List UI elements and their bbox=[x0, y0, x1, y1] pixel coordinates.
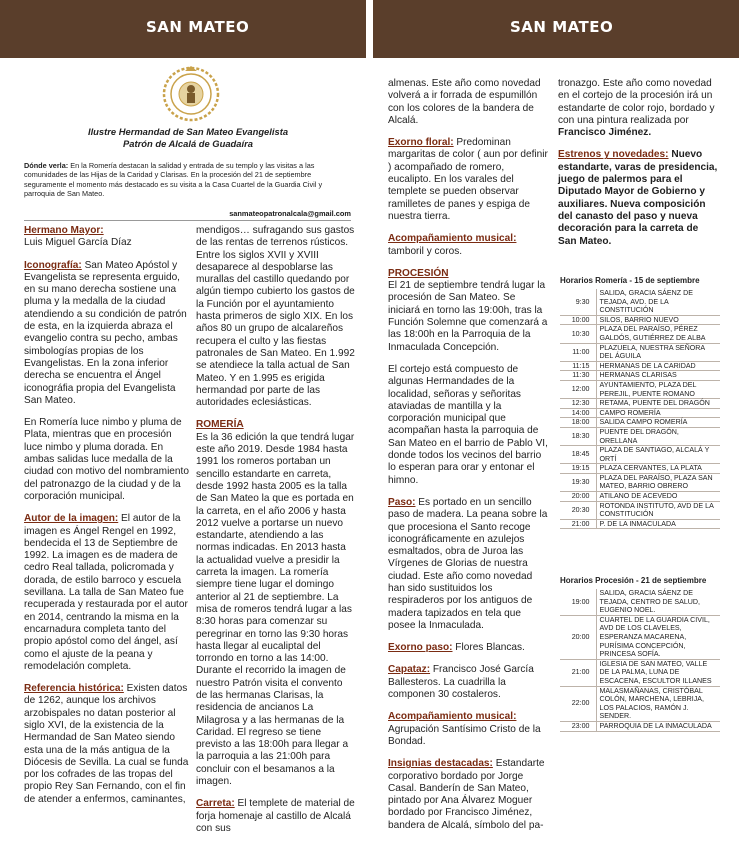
schedule-place: PARROQUIA DE LA INMACULADA bbox=[596, 721, 720, 731]
schedule-row bbox=[560, 519, 720, 529]
schedule-time: 21:00 bbox=[560, 659, 596, 686]
exorno-floral-text: Predominan margaritas de color ( aun por definir ) acompañado de romero, eucalipto. En los varales del templete se pueden observar ramilletes de panes y espiga de nuestra tierra. bbox=[388, 137, 548, 222]
acompanamiento-label: Acompañamiento musical: bbox=[388, 233, 517, 245]
schedule-place: AYUNTAMIENTO, PLAZA DEL PEREJIL, PUENTE ROMANO bbox=[596, 380, 720, 398]
schedule-time: 18:45 bbox=[560, 446, 596, 464]
schedule-time: 20:00 bbox=[560, 615, 596, 659]
header-title-left: SAN MATEO bbox=[146, 18, 250, 36]
brotherhood-title bbox=[24, 126, 352, 150]
schedule-row bbox=[560, 371, 720, 381]
schedule-place: PUENTE DEL DRAGÓN, ORELLANA bbox=[596, 427, 720, 445]
schedule-row bbox=[560, 361, 720, 371]
schedule-place: SILOS, BARRIO NUEVO bbox=[596, 315, 720, 325]
schedule-time: 14:00 bbox=[560, 408, 596, 418]
acompanamiento-procesion-label: Acompañamiento musical: bbox=[388, 711, 517, 723]
schedule-time: 11:30 bbox=[560, 371, 596, 381]
brotherhood-line1: Ilustre Hermandad de San Mateo Evangelista bbox=[87, 126, 289, 137]
schedule-time: 19:30 bbox=[560, 473, 596, 491]
schedule-place: PLAZA CERVANTES, LA PLATA bbox=[596, 464, 720, 474]
schedule-place: ROTONDA INSTITUTO, AVD DE LA CONSTITUCIÓN bbox=[596, 501, 720, 519]
procesion-schedule-table bbox=[560, 589, 720, 732]
schedule-place: PLAZA DEL PARAÍSO, PLAZA SAN MATEO, BARRIO OBRERO bbox=[596, 473, 720, 491]
exorno-paso-text: Flores Blancas. bbox=[452, 642, 525, 654]
schedule-place: CAMPO ROMERÍA bbox=[596, 408, 720, 418]
column-3 bbox=[388, 78, 548, 842]
insignias-label: Insignias destacadas: bbox=[388, 758, 493, 770]
schedule-place: HERMANAS CLARISAS bbox=[596, 371, 720, 381]
schedule-time: 22:00 bbox=[560, 686, 596, 721]
acompanamiento-procesion-text: Agrupación Santísimo Cristo de la Bondad. bbox=[388, 723, 541, 747]
schedule-time: 9:30 bbox=[560, 289, 596, 315]
schedule-place: ATILANO DE ACEVEDO bbox=[596, 492, 720, 502]
schedule-time: 12:00 bbox=[560, 380, 596, 398]
email-link[interactable]: sanmateopatronalcala@gmail.com bbox=[24, 209, 351, 221]
procesion-heading: PROCESIÓN bbox=[388, 267, 449, 279]
schedule-place: SALIDA, GRACIA SÁENZ DE TEJADA, AVD. DE LA CONSTITUCIÓN bbox=[596, 289, 720, 315]
schedule-row bbox=[560, 380, 720, 398]
schedule-place: RETAMA, PUENTE DEL DRAGÓN bbox=[596, 399, 720, 409]
procesion-text-1: El 21 de septiembre tendrá lugar la procesión de San Mateo. Se iniciará en torno las 19:00h, tras la Función Solemne que comenzará a las 18:00h en la Parroquia de la Inmaculada Concepción. bbox=[388, 280, 548, 353]
header-title-right: SAN MATEO bbox=[510, 18, 614, 36]
romeria-text: Es la 36 edición la que tendrá lugar este año 2019. Desde 1984 hasta 1991 los romeros portaban un sencillo estandarte en carreta, desde 1992 hasta 2005 es la talla de San Mateo la que es portada en la carreta, en el año 2006 y hasta 2012 vuelve a portarse un nuevo estandarte, atendiendo a las normas indicadas. En 2013 hasta la actualidad vuelve a presidir la carreta la imagen. La romería siempre tiene lugar el domingo anterior al 21 de septiembre. La misa de romeros tendrá lugar a las 8:30 horas para comenzar su peregrinar en torno las 9:30 horas hasta llegar al eucaliptal del torrondo en torno a las 14:00. Durante el recorrido la imagen de nuestro Patrón visita el convento de las hermanas Clarisas, la residencia de ancianos La Milagrosa y a las hermanas de la Caridad. El regreso se tiene previsto a las 18:00h para llegar a la parroquia a las 21:00h para concluir con el besamanos a la imagen. bbox=[196, 431, 355, 788]
schedule-row bbox=[560, 408, 720, 418]
iconografia-label: Iconografía: bbox=[24, 259, 82, 271]
schedule-row bbox=[560, 473, 720, 491]
schedule-row bbox=[560, 464, 720, 474]
schedule-time: 18:00 bbox=[560, 418, 596, 428]
romeria-heading: ROMERÍA bbox=[196, 419, 244, 431]
schedule-place: HERMANAS DE LA CARIDAD bbox=[596, 361, 720, 371]
paso-label: Paso: bbox=[388, 496, 416, 508]
historia-text: mendigos… sufragando sus gastos de las rentas de terrenos rústicos. Entre los siglos XVII y XVIII desaparece al despoblarse las murallas del castillo quedando por algún tiempo cubierto los gastos de la Función por el ayuntamiento hasta primeros de siglo XIX. En los años 80 un grupo de alcalareños recupera el culto y las fiestas patronales de San Mateo. En 1.992 se atendiece la talla actual de San Mateo. Y en 1.995 es erigida hermandad por parte de las autoridades eclesiásticas. bbox=[196, 225, 355, 409]
autor-label: Autor de la imagen: bbox=[24, 513, 119, 525]
romeria-schedule-title: Horarios Romería - 15 de septiembre bbox=[560, 276, 700, 285]
schedule-time: 11:00 bbox=[560, 343, 596, 361]
brotherhood-line2: Patrón de Alcalá de Guadaíra bbox=[123, 138, 253, 149]
schedule-row bbox=[560, 446, 720, 464]
referencia-text: Existen datos de 1262, aunque los archivos arzobispales no datan posterior al siglo XVI, de la existencia de la Hermandad de San Mateo siendo esta una de la más antigua de la Diócesis de Sevilla. La cual se funda por los cofrades de las tropas del propio Rey San Fernando, con el fin de atender a enfermos, caminantes, bbox=[24, 683, 189, 805]
schedule-place: P. DE LA INMACULADA bbox=[596, 519, 720, 529]
schedule-row bbox=[560, 686, 720, 721]
schedule-time: 12:30 bbox=[560, 399, 596, 409]
romeria-luce-text: En Romería luce nimbo y pluma de Plata, mientras que en procesión luce nimbo y pluma dorada. En ambas salidas luce medalla de la ciudad con motivo del nombramiento del patronazgo de la ciudad y de la corporación municipal. bbox=[24, 417, 189, 502]
schedule-time: 18:30 bbox=[560, 427, 596, 445]
exorno-floral-label: Exorno floral: bbox=[388, 137, 454, 149]
referencia-label: Referencia histórica: bbox=[24, 683, 124, 695]
schedule-row bbox=[560, 315, 720, 325]
carreta-text: El templete de material de forja homenaje al castillo de Alcalá con sus bbox=[196, 798, 355, 834]
schedule-time: 19:00 bbox=[560, 589, 596, 615]
estrenos-label: Estrenos y novedades: bbox=[558, 149, 669, 161]
schedule-place: PLAZUELA, NUESTRA SEÑORA DEL ÁGUILA bbox=[596, 343, 720, 361]
insignias-text: Estandarte corporativo bordado por Jorge Casal. Banderín de San Mateo, pintado por Ana Álvarez Moguer bordado por Francisco Jiménez, bandera de Alcalá, símbolo del pa- bbox=[388, 758, 545, 831]
patronazgo-text: tronazgo. Este año como novedad en el cortejo de la procesión irá un estandarte de color rojo, bordado y con una pintura realizada por bbox=[558, 78, 715, 126]
schedule-time: 19:15 bbox=[560, 464, 596, 474]
schedule-row bbox=[560, 427, 720, 445]
donde-verla-label: Dónde verla: bbox=[24, 161, 69, 170]
schedule-row bbox=[560, 289, 720, 315]
schedule-place: PLAZA DEL PARAÍSO, PÉREZ GALDÓS, GUTIÉRREZ DE ALBA bbox=[596, 325, 720, 343]
exorno-paso-label: Exorno paso: bbox=[388, 642, 453, 654]
schedule-place: IGLESIA DE SAN MATEO, VALLE DE LA PALMA, LUNA DE ESCACENA, ESCULTOR ILLANES bbox=[596, 659, 720, 686]
schedule-row bbox=[560, 343, 720, 361]
schedule-time: 21:00 bbox=[560, 519, 596, 529]
schedule-row bbox=[560, 659, 720, 686]
schedule-time: 10:30 bbox=[560, 325, 596, 343]
schedule-row bbox=[560, 418, 720, 428]
donde-verla-text: En la Romería destacan la salidad y entrada de su templo y las visitas a las comunidades de las Hijas de la Caridad y Clarisas. En la procesión del 21 de septiembre seguramente el momento más destacado es su visita a la Casa Cuartel de la Guardia Civil y parroquia de San Mateo. bbox=[24, 161, 323, 199]
schedule-row bbox=[560, 399, 720, 409]
paso-text: Es portado en un sencillo paso de madera. La peana sobre la que procesiona el Santo recoge iconográficamente en azulejos esmaltados, obra de Juroa las Vírgenes de Glorias de nuestra ciudad. Este año como novedad han sido sustituidos los respiraderos por los antiguos de madera tapizados en tela que posee la Inmaculada. bbox=[388, 496, 548, 631]
acompanamiento-text: tamboril y coros. bbox=[388, 245, 463, 257]
schedule-time: 20:30 bbox=[560, 501, 596, 519]
schedule-row bbox=[560, 589, 720, 615]
capataz-text: Francisco José García Ballesteros. La cuadrilla la componen 30 costaleros. bbox=[388, 664, 534, 701]
donde-verla bbox=[24, 161, 354, 199]
schedule-time: 11:15 bbox=[560, 361, 596, 371]
schedule-place: SALIDA, GRACIA SÁENZ DE TEJADA, CENTRO DE SALUD, EUGENIO NOEL. bbox=[596, 589, 720, 615]
procesion-text-2: El cortejo está compuesto de algunas Hermandades de la localidad, señoras y señoritas ataviadas de mantilla y la corporación municipal que acompañan hasta la parroquia de San Mateo en el barrio de Pablo VI, donde todos los vecinos del barrio lo esperan para orar y entonar el himno. bbox=[388, 363, 548, 486]
schedule-row bbox=[560, 721, 720, 731]
iconografia-text: San Mateo Apóstol y Evangelista se representa erguido, en su mano derecha sostiene una pluma y la medalla de la ciudad atendiendo a su condición de patrón de esta, en la izquierda abraza el evangelio contra su pecho, ambas simbologías propias de los Evangelistas. En la zona inferior derecha se encuentra el Ángel iconográfia propia del Evangelista San Mateo. bbox=[24, 259, 187, 406]
hermano-mayor-label: Hermano Mayor: bbox=[24, 225, 104, 236]
estrenos-text: Nuevo estandarte, varas de presidencia, juego de palermos para el Diputado Mayor de Gobierno y auxiliares. Nueva composición del canasto del paso y nueva decoración para la carreta de San Mateo. bbox=[558, 149, 718, 247]
schedule-row bbox=[560, 325, 720, 343]
column-4 bbox=[558, 78, 718, 258]
autor-text: El autor de la imagen es Ángel Rengel en 1992, bendecida el 13 de Septiembre de 1992. La imagen es de madera de cedro Real tallada, policromada y dorada, de estilo barroco y escuela sevillana. La talla de San Mateo fue recuperada y restaurada por el autor en 2014, centrando la misma en la encarnadura completa tanto del propio apóstol como del ángel, así como el ajuste de la peana y remodelación completa. bbox=[24, 513, 188, 672]
schedule-place: MALASMAÑANAS, CRISTÓBAL COLÓN, MARCHENA, LEBRIJA, LOS PALACIOS, RAMÓN J. SENDER. bbox=[596, 686, 720, 721]
procesion-schedule-title: Horarios Procesión - 21 de septiembre bbox=[560, 576, 707, 585]
carreta-label: Carreta: bbox=[196, 798, 235, 810]
patronazgo-author: Francisco Jiménez. bbox=[558, 127, 652, 139]
capataz-label: Capataz: bbox=[388, 664, 431, 676]
schedule-row bbox=[560, 501, 720, 519]
hermano-mayor-name: Luis Miguel García Díaz bbox=[24, 237, 132, 249]
brotherhood-emblem-icon bbox=[161, 65, 221, 123]
schedule-place: PLAZA DE SANTIAGO, ALCALÁ Y ORTÍ bbox=[596, 446, 720, 464]
schedule-row bbox=[560, 615, 720, 659]
column-1 bbox=[24, 225, 191, 816]
schedule-place: SALIDA CAMPO ROMERÍA bbox=[596, 418, 720, 428]
column-2 bbox=[196, 225, 356, 845]
schedule-time: 10:00 bbox=[560, 315, 596, 325]
schedule-time: 20:00 bbox=[560, 492, 596, 502]
schedule-row bbox=[560, 492, 720, 502]
schedule-place: CUARTEL DE LA GUARDIA CIVIL, AVD DE LOS CLAVELES, ESPERANZA MACARENA, PURÍSIMA CONCEPCIÓN, PRINCESA SOFÍA. bbox=[596, 615, 720, 659]
romeria-schedule-table bbox=[560, 289, 720, 529]
schedule-time: 23:00 bbox=[560, 721, 596, 731]
carreta-continued-text: almenas. Este año como novedad volverá a ir forrada de espumillón con los colores de la bandera de Alcalá. bbox=[388, 78, 541, 126]
